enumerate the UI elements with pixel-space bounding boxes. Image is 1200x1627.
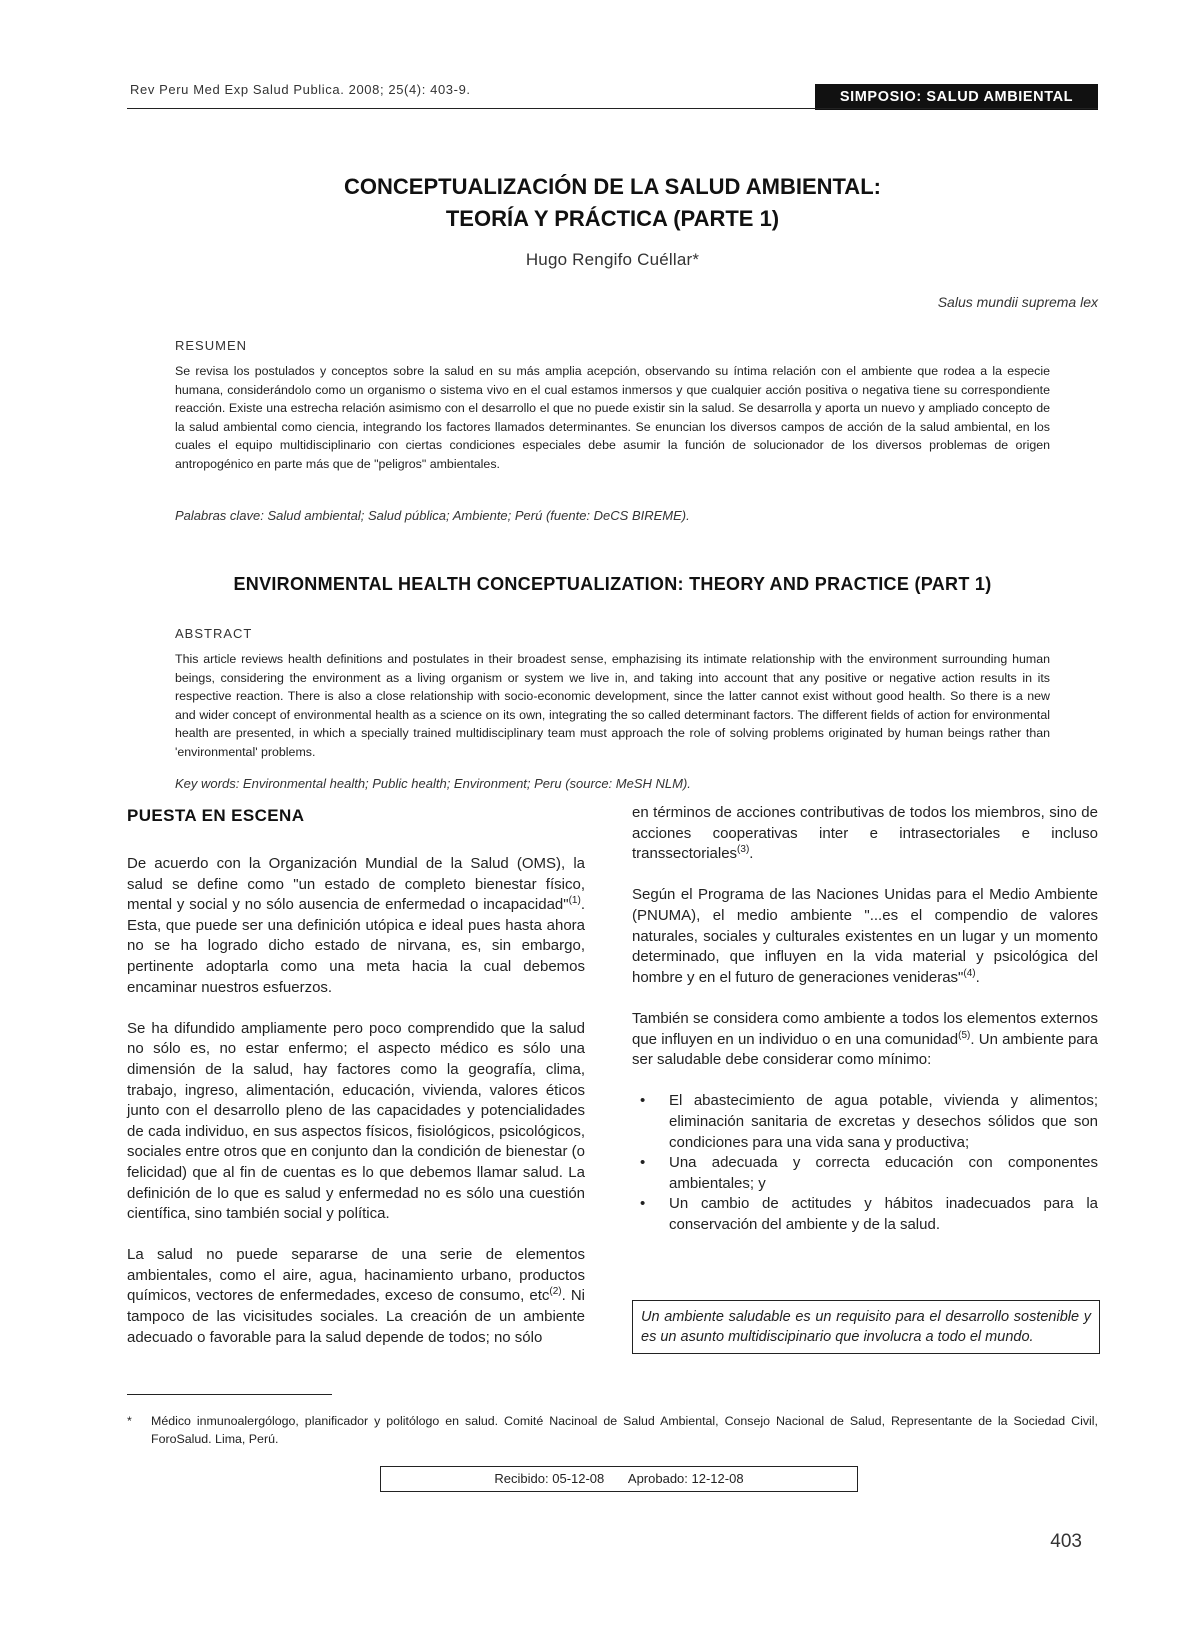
journal-reference: Rev Peru Med Exp Salud Publica. 2008; 25(4): 403-9. (130, 82, 471, 97)
bullet-list (632, 1091, 1098, 1235)
page-number: 403 (1050, 1531, 1082, 1552)
left-column (127, 854, 585, 1369)
bullet-dot-icon: • (640, 1195, 646, 1213)
bullet-dot-icon: • (640, 1092, 646, 1110)
section-badge: SIMPOSIO: SALUD AMBIENTAL (815, 84, 1098, 110)
footnote (127, 1412, 1098, 1448)
right-paragraph-1: en términos de acciones contributivas de todos los miembros, sino de acciones cooperativas inter e intrasectoriales e incluso transsectoriales$^{(3)}$. (632, 804, 1098, 863)
citation-ref-3: (3) (737, 844, 750, 856)
abstract-keywords: Key words: Environmental health; Public health; Environment; Peru (source: MeSH NLM). (175, 776, 691, 791)
footnote-rule (127, 1394, 332, 1395)
author-name: Hugo Rengifo Cuéllar* (525, 250, 700, 269)
resumen-text: Se revisa los postulados y conceptos sobre la salud en su más amplia acepción, observando su íntima relación con el ambiente que rodea a la especie humana, considerándolo como un organismo o sistema vivo en el cual estamos inmersos y que cualquier acción positiva o negativa tiene su correspondiente reacción. Existe una estrecha relación asimismo con el desarrollo el que no puede existir sin la salud. Se desarrolla y aporta un nuevo y ampliado concepto de la salud ambiental como ciencia, integrando los factores llamados determinantes. Se enuncian los diversos campos de acción de la salud ambiental, en los cuales el equipo multidisciplinario con ciertas condiciones especiales debe asumir la función de solucionador de los diversos problemas de origen antropogénico en parte más que de "peligros" ambientales. (175, 364, 1050, 471)
footnote-mark: * (127, 1414, 132, 1428)
right-paragraph-2: Según el Programa de las Naciones Unidas para el Medio Ambiente (PNUMA), el medio ambiente "...es el compendio de valores naturales, sociales y culturales existentes en un lugar y un momento determinado, que influyen en la vida material y psicológica del hombre y en el futuro de generaciones venideras"$^{(4)}$. (632, 886, 1098, 986)
citation-ref-1: (1) (568, 895, 581, 907)
bullet-dot-icon: • (640, 1154, 646, 1172)
abstract-text: This article reviews health definitions and postulates in their broadest sense, emphazising its intimate relationship with the environment surrounding human beings, considering the environment as a living organism or system we live in, and taking into account that any positive or negative action results in its respective reaction. There is also a close relationship with socio-economic development, since the latter cannot exist without good health. So there is a new and wider concept of environmental health as a science on its own, integrating the so called determinant factors. The different fields of action for environmental health are presented, in which a specially trained multidisciplinary team must approach the role of solving problems originated by human beings rather than 'environmental' problems. (175, 652, 1050, 759)
callout-box: Un ambiente saludable es un requisito para el desarrollo sostenible y es un asunto multidiscipinario que involucra a todo el mundo. (632, 1300, 1100, 1354)
article-title-line-2: TEORÍA Y PRÁCTICA (PARTE 1) (445, 206, 780, 231)
english-title: ENVIRONMENTAL HEALTH CONCEPTUALIZATION: THEORY AND PRACTICE (PART 1) (233, 574, 992, 594)
citation-ref-2: (2) (549, 1286, 562, 1298)
bullet-item: • El abastecimiento de agua potable, vivienda y alimentos; eliminación sanitaria de excretas y desechos sólidos que son condiciones para una vida sana y productiva; (640, 1092, 1098, 1151)
citation-ref-5: (5) (958, 1029, 971, 1041)
section-heading: PUESTA EN ESCENA (127, 806, 305, 825)
bullet-item: • Un cambio de actitudes y hábitos inadecuados para la conservación del ambiente y de la salud. (640, 1195, 1098, 1233)
left-paragraph-2: Se ha difundido ampliamente pero poco comprendido que la salud no sólo es, no estar enfermo; el aspecto médico es sólo una dimensión de la salud, hay factores como la geografía, clima, trabajo, ingreso, alimentación, educación, vivienda, valores éticos junto con el desarrollo pleno de las capacidades y potencialidades de cada individuo, en sus aspectos físicos, fisiológicos, psicológicos, sociales entre otros que en conjunto dan la condición de bienestar (o felicidad) que al fin de cuentas es lo que debemos llamar salud. La definición de lo que es salud y enfermedad no es sólo una cuestión científica, sino también social y política. (127, 1019, 585, 1223)
abstract-label: ABSTRACT (175, 626, 253, 641)
footnote-text: Médico inmunoalergólogo, planificador y politólogo en salud. Comité Nacinoal de Salud Ambiental, Consejo Nacional de Salud, Representante de la Sociedad Civil, ForoSalud. Lima, Perú. (151, 1414, 1098, 1446)
bullet-item: • Una adecuada y correcta educación con componentes ambientales; y (640, 1154, 1098, 1192)
received-date: Recibido: 05-12-08 (494, 1471, 605, 1486)
dates-box (380, 1466, 858, 1492)
approved-date: Aprobado: 12-12-08 (627, 1471, 744, 1486)
left-paragraph-3: La salud no puede separarse de una serie de elementos ambientales, como el aire, agua, hacinamiento urbano, productos químicos, vectores de enfermedades, exceso de consumo, etc$^{(2)}$. Ni tampoco de las vicisitudes sociales. La creación de un ambiente adecuado o favorable para la salud depende de todos; no sólo (127, 1246, 585, 1346)
right-column (632, 803, 1098, 1253)
citation-ref-4: (4) (963, 967, 976, 979)
resumen-keywords: Palabras clave: Salud ambiental; Salud pública; Ambiente; Perú (fuente: DeCS BIREME). (175, 508, 690, 523)
abstract-body (175, 650, 1050, 762)
left-paragraph-1: De acuerdo con la Organización Mundial de la Salud (OMS), la salud se define como "un estado de completo bienestar físico, mental y social y no sólo ausencia de enfermedad o incapacidad"$^{(1)}$. Esta, que puede ser una definición utópica e ideal pues hasta ahora no se ha logrado dicho estado de nirvana, es, sin embargo, pertinente adoptarla como una meta hacia la cual debemos encaminar nuestros esfuerzos. (127, 855, 585, 996)
resumen-body (175, 362, 1050, 474)
right-paragraph-3: También se considera como ambiente a todos los elementos externos que influyen en un individuo o en una comunidad$^{(5)}$. Un ambiente para ser saludable debe considerar como mínimo: (632, 1009, 1098, 1069)
epigraph: Salus mundii suprema lex (937, 294, 1098, 310)
article-title (150, 171, 1075, 235)
article-title-line-1: CONCEPTUALIZACIÓN DE LA SALUD AMBIENTAL: (344, 174, 881, 199)
resumen-label: RESUMEN (175, 338, 248, 353)
header-rule (127, 108, 1098, 109)
